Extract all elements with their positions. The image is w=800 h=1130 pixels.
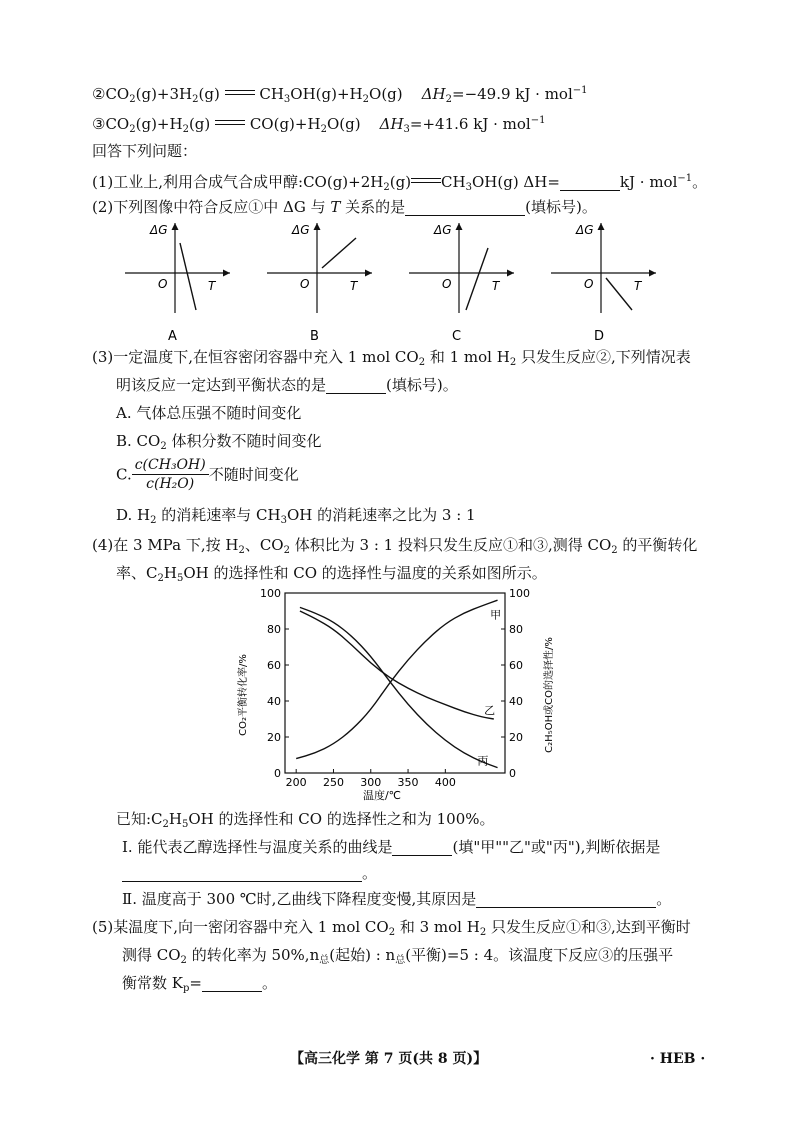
question-5-line-2: 测得 $CO_2$ 的转化率为 $50\%,n_总$(起始) : $n_总$(平衡)=5 : 4。该温度下反应③的压强平 bbox=[122, 946, 674, 966]
x-tick-label: 200 bbox=[285, 776, 307, 789]
svg-text:C: C bbox=[452, 329, 462, 344]
question-2: (2)下列图像中符合反应①中 ΔG 与 T 关系的是 (填标号)。 bbox=[92, 198, 597, 216]
x-tick-label: 350 bbox=[397, 776, 419, 789]
question-4-ii: Ⅱ. 温度高于 300 ℃时,乙曲线下降程度变慢,其原因是 。 bbox=[122, 890, 672, 908]
series-line-丙 bbox=[300, 607, 498, 767]
option-c: C. $\frac{\text{c(CH₃OH)}}{\text{c(H₂O)}}$ 不随时间变化 bbox=[116, 457, 299, 492]
answer-blank-3[interactable] bbox=[326, 377, 386, 394]
answer-blank-1[interactable] bbox=[560, 174, 620, 191]
y-tick-label-left: 80 bbox=[267, 623, 281, 636]
series-label: 甲 bbox=[490, 608, 502, 622]
question-5: (5)某温度下,向一密闭容器中充入 1 mol $CO_2$ 和 3 mol $H_2$ 只发生反应①和③,达到平衡时 bbox=[92, 918, 691, 938]
fraction: $\frac{\text{c(CH₃OH)}}{\text{c(H₂O)}}$ bbox=[132, 456, 209, 493]
axis-y-label: ΔG bbox=[150, 223, 168, 237]
y-tick-label-left: 20 bbox=[267, 731, 281, 744]
graph-c[interactable] bbox=[409, 223, 514, 344]
y-tick-label-right: 60 bbox=[509, 659, 523, 672]
equilibrium-arrow-icon bbox=[215, 117, 245, 129]
equilibrium-arrow-icon bbox=[411, 175, 441, 187]
question-4-i: Ⅰ. 能代表乙醇选择性与温度关系的曲线是 (填"甲""乙"或"丙"),判断依据是 bbox=[122, 838, 661, 856]
y-tick-label-right: 80 bbox=[509, 623, 523, 636]
svg-text:ΔG: ΔG bbox=[576, 223, 594, 237]
equilibrium-arrow-icon bbox=[225, 87, 255, 99]
svg-text:T: T bbox=[634, 279, 642, 293]
svg-text:T: T bbox=[350, 279, 358, 293]
answer-blank-4ii[interactable] bbox=[476, 891, 656, 908]
origin-label: O bbox=[158, 277, 168, 291]
series-label: 丙 bbox=[477, 754, 489, 768]
y-tick-label-left: 40 bbox=[267, 695, 281, 708]
svg-text:T: T bbox=[492, 279, 500, 293]
delta-g-graphs bbox=[110, 218, 670, 346]
y-tick-label-right: 0 bbox=[509, 767, 516, 780]
svg-text:O: O bbox=[442, 277, 452, 291]
svg-text:B: B bbox=[310, 329, 319, 344]
svg-text:D: D bbox=[594, 329, 605, 344]
option-b: B. $CO_2$ 体积分数不随时间变化 bbox=[116, 432, 322, 452]
answer-blank-2[interactable] bbox=[405, 199, 525, 216]
graph-d[interactable] bbox=[551, 223, 656, 344]
footer-page: 【高三化学 第 7 页(共 8 页)】 bbox=[290, 1051, 488, 1067]
svg-text:O: O bbox=[300, 277, 310, 291]
footer-code: · HEB · bbox=[650, 1051, 706, 1067]
answer-blank-4i[interactable] bbox=[392, 839, 452, 856]
y-tick-label-right: 100 bbox=[509, 587, 530, 600]
series-label: 乙 bbox=[484, 704, 496, 717]
y-tick-label-right: 20 bbox=[509, 731, 523, 744]
svg-text:ΔG: ΔG bbox=[292, 223, 310, 237]
question-3-line-2: 明该反应一定达到平衡状态的是 (填标号)。 bbox=[116, 376, 458, 394]
question-4: (4)在 3 MPa 下,按 $H_2$、$CO_2$ 体积比为 3 : 1 投料只发生反应①和③,测得 $CO_2$ 的平衡转化 bbox=[92, 536, 698, 556]
known-text: 已知$:C_2H_5OH$ 的选择性和 CO 的选择性之和为 100%。 bbox=[116, 810, 495, 830]
y-tick-label-left: 0 bbox=[274, 767, 281, 780]
question-3: (3)一定温度下,在恒容密闭容器中充入 1 mol $CO_2$ 和 1 mol $H_2$ 只发生反应②,下列情况表 bbox=[92, 348, 691, 368]
series-line-甲 bbox=[296, 600, 497, 758]
option-a: A. 气体总压强不随时间变化 bbox=[116, 404, 302, 422]
y-tick-label-left: 60 bbox=[267, 659, 281, 672]
x-tick-label: 300 bbox=[360, 776, 382, 789]
axis-x-label: T bbox=[208, 279, 216, 293]
graph-b[interactable] bbox=[267, 223, 372, 344]
svg-text:ΔG: ΔG bbox=[434, 223, 452, 237]
y-axis-right-label: C₂H₅OH或CO的选择性/% bbox=[544, 637, 555, 753]
answer-blank-4i-reason[interactable] bbox=[122, 865, 362, 882]
question-4-line-2: 率、$C_2H_5OH$ 的选择性和 CO 的选择性与温度的关系如图所示。 bbox=[116, 564, 547, 584]
option-d: D. $H_2$ 的消耗速率与 $CH_3OH$ 的消耗速率之比为 3 : 1 bbox=[116, 506, 476, 526]
x-tick-label: 400 bbox=[434, 776, 456, 789]
question-5-line-3: 衡常数 $K_p=$ 。 bbox=[122, 974, 277, 994]
y-tick-label-left: 100 bbox=[260, 587, 281, 600]
x-tick-label: 250 bbox=[322, 776, 344, 789]
svg-text:O: O bbox=[584, 277, 594, 291]
y-tick-label-right: 40 bbox=[509, 695, 523, 708]
question-1: (1)工业上,利用合成气合成甲醇$:CO(g)+2H_2(g)$ $CH_3OH(g)$ ΔH= kJ · mol$^{-1}$。 bbox=[92, 173, 708, 193]
x-axis-label: 温度/℃ bbox=[362, 789, 402, 802]
reaction-3: $③CO_2(g)+H_2(g)$ $CO(g)+H_2O(g)$ $\Delta H_3=+41.6$ kJ · mol$^{-1}$ bbox=[92, 115, 546, 135]
selectivity-chart bbox=[230, 585, 560, 805]
question-4-i-blank: 。 bbox=[122, 862, 377, 884]
y-axis-left-label: CO₂平衡转化率/% bbox=[238, 654, 249, 736]
graph-label: A bbox=[168, 329, 177, 344]
answer-blank-5[interactable] bbox=[202, 975, 262, 992]
intro-text: 回答下列问题： bbox=[92, 142, 198, 160]
series-line-乙 bbox=[300, 611, 494, 719]
graph-a[interactable] bbox=[125, 223, 230, 344]
reaction-2: $②CO_2(g)+3H_2(g)$ $CH_3OH(g)+H_2O(g)$ $\Delta H_2=-49.9$ kJ · mol$^{-1}$ bbox=[92, 85, 588, 105]
